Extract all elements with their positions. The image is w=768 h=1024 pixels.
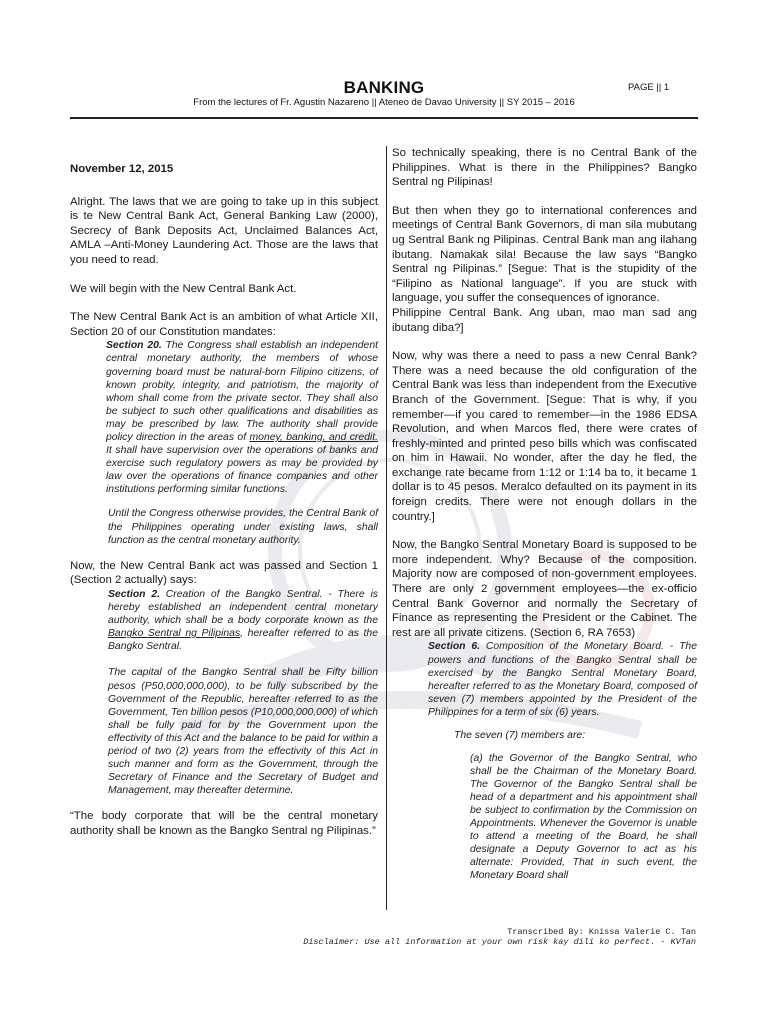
section-label: Section 20. bbox=[106, 340, 162, 352]
quote-text: It shall have supervision over the operations of banks and exercise such regulatory powers as may be provided by law over the operations of finance companies and other institutions performing similar functions. bbox=[106, 445, 378, 496]
page-header bbox=[0, 74, 768, 118]
paragraph: Now, why was there a need to pass a new Cenral Bank? There was a need because the old configuration of the Central Bank was less than independent from the Executive Branch of the Government. [Segue: That is why, if you remember—if you cared to remember—in the 1986 EDSA Revolution, and when Marcos fled, there were crates of freshly-minted and printed peso bills which was confiscated on him in Hawaii. No wonder, after the day he fled, the exchange rate became from 1:12 or 1:14 ba to, it became 1 dollar is to 45 pesos. Meralco defaulted on its payment in its foreign credits. There were not enough dollars in the country.] bbox=[392, 350, 697, 523]
header-rule bbox=[70, 117, 698, 119]
document-title: BANKING bbox=[343, 78, 425, 97]
quote-paragraph: The capital of the Bangko Sentral shall be Fifty billion pesos (P50,000,000,000), to be fully subscribed by the Government of the Republic, hereafter referred to as the Government, Ten billion pesos (P10,000,000,000) of which shall be fully paid for by the Government upon the effectivity of this Act and the balance to be paid for within a period of two (2) years from the effectivity of this Act in such manner and form as the Government, through the Secretary of Finance and the Secretary of Budget and Management, may thereafter determine. bbox=[108, 667, 378, 797]
quote-text: , hereafter referred to as the Bangko Sentral. bbox=[108, 628, 378, 653]
section-label: Section 2. bbox=[108, 588, 160, 600]
paragraph: Philippine Central Bank. Ang uban, mao man sad ang ibutang diba?] bbox=[392, 306, 697, 334]
underlined-text: money, banking, and credit. bbox=[249, 432, 378, 443]
column-divider bbox=[386, 146, 387, 910]
disclaimer: Disclaimer: Use all information at your own risk kay dili ko perfect. - KVTan bbox=[303, 937, 696, 947]
section-label: Section 6. bbox=[428, 641, 481, 653]
section-20-quote bbox=[106, 339, 378, 496]
document-subtitle: From the lectures of Fr. Agustin Nazareno || Ateneo de Davao University || SY 2015 – 2016 bbox=[193, 97, 575, 108]
quote-paragraph bbox=[428, 640, 697, 719]
quote-paragraph: (a) the Governor of the Bangko Sentral, who shall be the Chairman of the Monetary Board. The Governor of the Bangko Sentral shall be head of a department and his appointment shall be subject to confirmation by the Commission on Appointments. Whenever the Governor is unable to attend a meeting of the Board, he shall designate a Deputy Governor to act as his alternate: Provided, That in such event, the Monetary Board shall bbox=[470, 752, 697, 882]
paragraph: Now, the New Central Bank act was passed and Section 1 (Section 2 actually) says: bbox=[70, 559, 378, 587]
paragraph: Alright. The laws that we are going to take up in this subject is te New Central Bank Act, General Banking Law (2000), Secrecy of Bank Deposits Act, Unclaimed Balances Act, AMLA –Anti-Money Laundering Act. Those are the laws that you need to read. bbox=[70, 195, 378, 266]
quote-paragraph bbox=[108, 588, 378, 653]
page-footer bbox=[303, 927, 696, 947]
quote-paragraph: Until the Congress otherwise provides, the Central Bank of the Philippines operating under existing laws, shall function as the central monetary authority. bbox=[108, 508, 378, 546]
transcriber-credit: Transcribed By: Knissa Valerie C. Tan bbox=[507, 927, 696, 937]
page-number: PAGE || 1 bbox=[628, 82, 670, 93]
paragraph: So technically speaking, there is no Central Bank of the Philippines. What is there in the Philippines? Bangko Sentral ng Pilipinas! bbox=[392, 147, 697, 189]
underlined-text: Bangko Sentral ng Pilipinas bbox=[108, 628, 241, 640]
lecture-date: November 12, 2015 bbox=[70, 163, 174, 175]
quote-text: Creation of the Bangko Sentral. - There is hereby established an independent central monetary authority, which shall be a body corporate known as the bbox=[108, 588, 378, 627]
quote-text: Composition of the Monetary Board. - The powers and functions of the Bangko Sentral shall be exercised by the Bangko Sentral Monetary Board, hereafter referred to as the Monetary Board, composed of seven (7) members appointed by the President of the Philippines for a term of six (6) years. bbox=[428, 641, 697, 718]
paragraph: But then when they go to international conferences and meetings of Central Bank Governors, di man sila mubutang ug Sentral Bank ng Pilipinas. Central Bank man ang ilahang ibutang. Namakak sila! Because the law says “Bangko Sentral ng Pilipinas.” [Segue: That is the stupidity of the “Filipino as National language”. If you are stuck with language, you suffer the consequences of ignorance. bbox=[392, 204, 697, 305]
member-item-a bbox=[470, 752, 697, 883]
section-2-quote-continued bbox=[108, 666, 378, 797]
members-heading: The seven (7) members are: bbox=[454, 729, 586, 741]
right-column bbox=[392, 146, 697, 883]
section-6-quote bbox=[428, 640, 697, 719]
section-20-quote-continued bbox=[108, 507, 378, 546]
quote-text: The Congress shall establish an independent central monetary authority, the members of whose governing board must be natural-born Filipino citizens, of known probity, integrity, and patriotism, the majority of whom shall come from the private sector. They shall also be subject to such other qualifications and disabilities as may be prescribed by law. The authority shall provide policy direction in the areas of bbox=[106, 340, 378, 443]
paragraph: “The body corporate that will be the central monetary authority shall be known as the Bangko Sentral ng Pilipinas.” bbox=[70, 810, 378, 837]
left-column bbox=[70, 162, 378, 853]
paragraph: Now, the Bangko Sentral Monetary Board is supposed to be more independent. Why? Because of the composition. Majority now are composed of non-government employees. There are only 2 government employees—the ex-officio Central Bank Governor and normally the Secretary of Finance as representing the President or the Cabinet. The rest are all private citizens. (Section 6, RA 7653) bbox=[392, 539, 697, 639]
paragraph: We will begin with the New Central Bank Act. bbox=[70, 282, 297, 295]
quote-paragraph bbox=[106, 339, 378, 496]
paragraph: The New Central Bank Act is an ambition of what Article XII, Section 20 of our Constitution mandates: bbox=[70, 311, 378, 338]
section-2-quote bbox=[108, 588, 378, 653]
